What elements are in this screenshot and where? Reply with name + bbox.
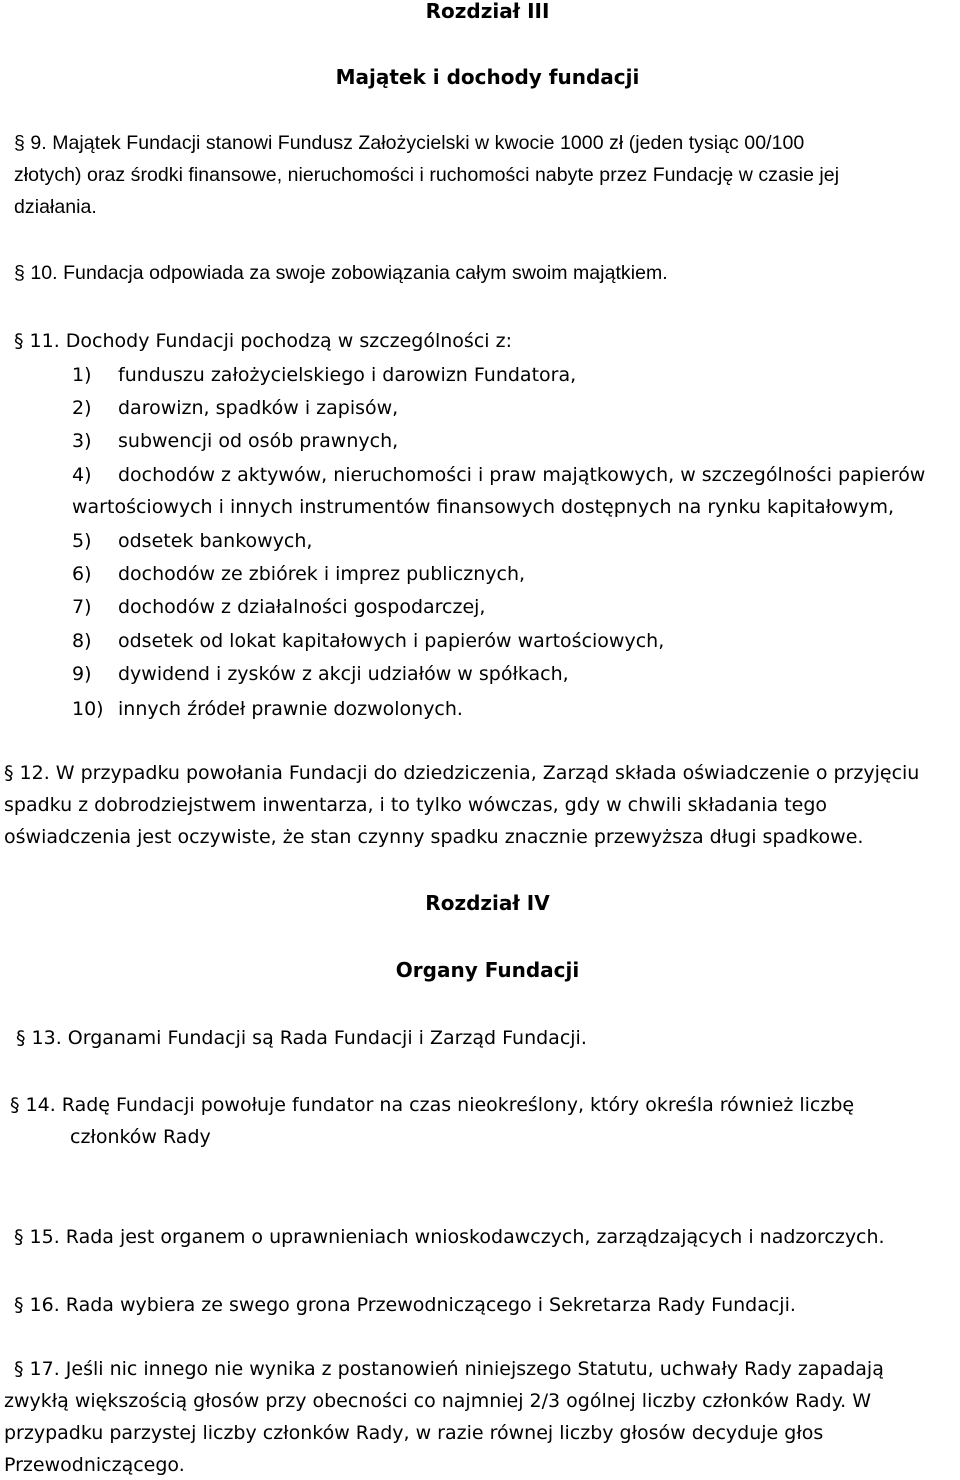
income-item-4-text: dochodów z aktywów, nieruchomości i praw majątkowych, w szczególności papierów [118, 464, 926, 486]
income-item-5-text: odsetek bankowych, [118, 530, 313, 552]
paragraph-14-line-1: § 14. Radę Fundacji powołuje fundator na czas nieokreślony, który określa również liczbę [10, 1094, 855, 1116]
paragraph-15-line-1: § 15. Rada jest organem o uprawnieniach wnioskodawczych, zarządzających i nadzorczych. [14, 1226, 885, 1248]
chapter-3-title: Rozdział III [425, 0, 550, 23]
income-item-10-text: innych źródeł prawnie dozwolonych. [118, 698, 463, 720]
income-item-3-text: subwencji od osób prawnych, [118, 430, 399, 452]
income-item-6-text: dochodów ze zbiórek i imprez publicznych, [118, 563, 526, 585]
income-item-2-text: darowizn, spadków i zapisów, [118, 397, 399, 419]
income-item-9-text: dywidend i zysków z akcji udziałów w spółkach, [118, 663, 569, 685]
income-item-6-number: 6) [72, 563, 92, 585]
income-item-8-text: odsetek od lokat kapitałowych i papierów wartościowych, [118, 630, 665, 652]
paragraph-12-line-2: spadku z dobrodziejstwem inwentarza, i to tylko wówczas, gdy w chwili składania tego [4, 794, 828, 816]
income-item-7-text: dochodów z działalności gospodarczej, [118, 596, 486, 618]
paragraph-17-line-3: przypadku parzystej liczby członków Rady, w razie równej liczby głosów decyduje głos [4, 1422, 824, 1444]
chapter-4-title: Rozdział IV [425, 891, 550, 915]
income-item-9-number: 9) [72, 663, 92, 685]
paragraph-12-line-3: oświadczenia jest oczywiste, że stan czynny spadku znacznie przewyższa długi spadkowe. [4, 826, 864, 848]
chapter-4-subtitle: Organy Fundacji [395, 958, 580, 982]
income-item-4-continuation: wartościowych i innych instrumentów finansowych dostępnych na rynku kapitałowym, [72, 496, 895, 518]
paragraph-11-intro: § 11. Dochody Fundacji pochodzą w szczególności z: [14, 330, 512, 352]
paragraph-9-line-1: § 9. Majątek Fundacji stanowi Fundusz Założycielski w kwocie 1000 zł (jeden tysiąc 00/100 [14, 132, 805, 154]
paragraph-9-line-3: działania. [14, 196, 97, 218]
paragraph-14-line-2: członków Rady [70, 1126, 211, 1148]
paragraph-13-line-1: § 13. Organami Fundacji są Rada Fundacji i Zarząd Fundacji. [16, 1027, 587, 1049]
paragraph-12-line-1: § 12. W przypadku powołania Fundacji do dziedziczenia, Zarząd składa oświadczenie o przyjęciu [4, 762, 920, 784]
income-item-4-number: 4) [72, 464, 92, 486]
income-item-8-number: 8) [72, 630, 92, 652]
paragraph-17-line-1: § 17. Jeśli nic innego nie wynika z postanowień niniejszego Statutu, uchwały Rady zapadają [14, 1358, 884, 1380]
chapter-3-subtitle: Majątek i dochody fundacji [335, 65, 640, 89]
income-item-1-text: funduszu założycielskiego i darowizn Fundatora, [118, 364, 577, 386]
paragraph-17-line-2: zwykłą większością głosów przy obecności co najmniej 2/3 ogólnej liczby członków Rady. W [4, 1390, 872, 1412]
paragraph-9-line-2: złotych) oraz środki finansowe, nieruchomości i ruchomości nabyte przez Fundację w czasie jej [14, 164, 840, 186]
paragraph-16-line-1: § 16. Rada wybiera ze swego grona Przewodniczącego i Sekretarza Rady Fundacji. [14, 1294, 796, 1316]
income-item-1-number: 1) [72, 364, 92, 386]
income-item-3-number: 3) [72, 430, 92, 452]
income-item-10-number: 10) [72, 698, 104, 720]
income-item-7-number: 7) [72, 596, 92, 618]
income-item-5-number: 5) [72, 530, 92, 552]
income-item-2-number: 2) [72, 397, 92, 419]
paragraph-17-line-4: Przewodniczącego. [4, 1454, 185, 1476]
paragraph-10-line-1: § 10. Fundacja odpowiada za swoje zobowiązania całym swoim majątkiem. [14, 262, 668, 284]
